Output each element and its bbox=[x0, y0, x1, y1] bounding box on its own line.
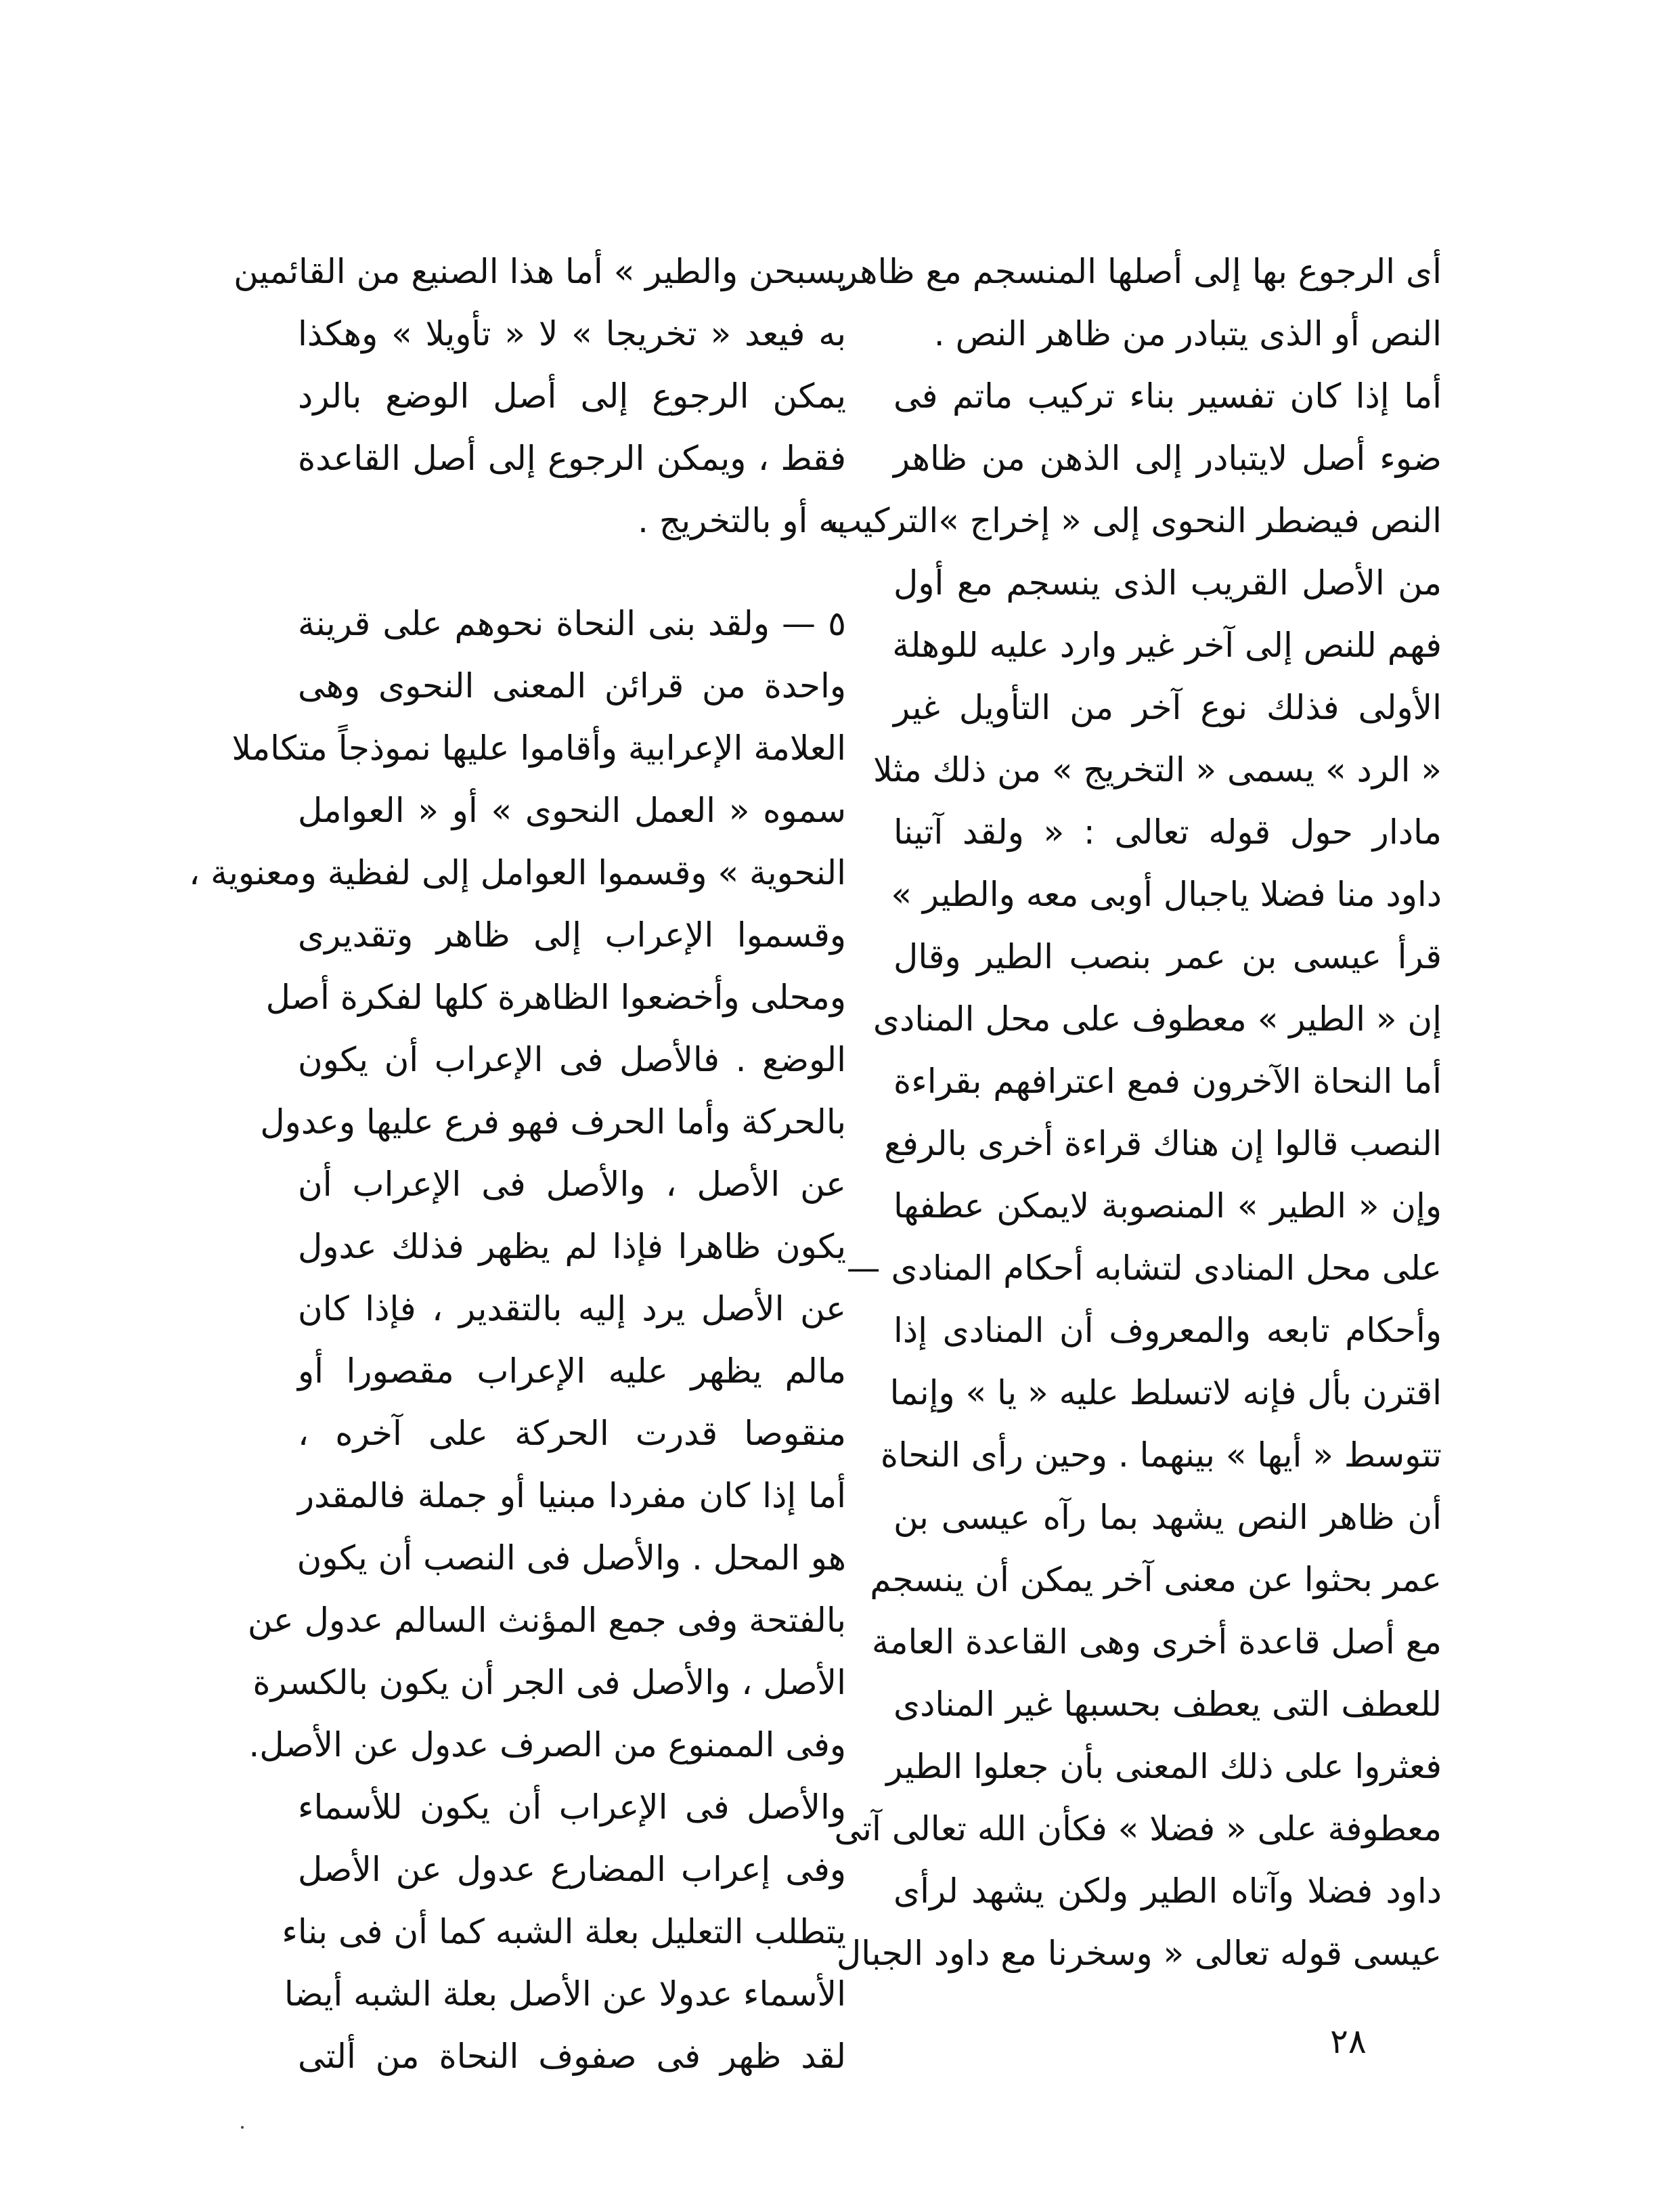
text-line: والأصل فى الإعراب أن يكون للأسماء bbox=[298, 1787, 846, 1827]
text-line: مادار حول قوله تعالى : « ولقد آتينا bbox=[893, 812, 1442, 852]
text-line: مالم يظهر عليه الإعراب مقصورا أو bbox=[298, 1351, 846, 1391]
paragraph-spacer bbox=[298, 552, 846, 592]
text-line: على محل المنادى لتشابه أحكام المنادى — bbox=[846, 1249, 1442, 1288]
text-line: ضوء أصل لايتبادر إلى الذهن من ظاهر bbox=[893, 439, 1442, 478]
text-line: وفى إعراب المضارع عدول عن الأصل bbox=[298, 1850, 846, 1889]
left-text-column bbox=[189, 240, 846, 2087]
text-line: النحوية » وقسموا العوامل إلى لفظية ومعنوية ، bbox=[189, 853, 846, 892]
text-line: واحدة من قرائن المعنى النحوى وهى bbox=[298, 666, 846, 706]
text-line: يمكن الرجوع إلى أصل الوضع بالرد bbox=[298, 376, 846, 416]
text-line: وإن « الطير » المنصوبة لايمكن عطفها bbox=[893, 1186, 1442, 1226]
text-line: عن الأصل ، والأصل فى الإعراب أن bbox=[298, 1165, 846, 1204]
right-text-column bbox=[830, 240, 1442, 1985]
scan-dot bbox=[241, 2126, 244, 2129]
text-line: للعطف التى يعطف بحسبها غير المنادى bbox=[893, 1685, 1442, 1724]
text-line: منقوصا قدرت الحركة على آخره ، bbox=[298, 1414, 846, 1453]
text-line: معطوفة على « فضلا » فكأن الله تعالى آتى bbox=[834, 1809, 1442, 1848]
text-line: ومحلى وأخضعوا الظاهرة كلها لفكرة أصل bbox=[265, 978, 846, 1017]
text-line: وأحكام تابعه والمعروف أن المنادى إذا bbox=[893, 1311, 1442, 1350]
text-line: النص أو الذى يتبادر من ظاهر النص . bbox=[933, 314, 1442, 353]
paragraph-section-5 bbox=[189, 592, 846, 2087]
paragraph-continuation bbox=[234, 240, 846, 552]
text-line: بالحركة وأما الحرف فهو فرع عليها وعدول bbox=[260, 1102, 846, 1142]
text-line: أن ظاهر النص يشهد بما رآه عيسى بن bbox=[893, 1498, 1442, 1537]
text-line: وقسموا الإعراب إلى ظاهر وتقديرى bbox=[298, 915, 846, 955]
text-line: فعثروا على ذلك المعنى بأن جعلوا الطير bbox=[886, 1747, 1442, 1786]
text-line: به أو بالتخريج . bbox=[638, 501, 846, 540]
text-line: وفى الممنوع من الصرف عدول عن الأصل. bbox=[248, 1725, 846, 1764]
text-line: أى الرجوع بها إلى أصلها المنسجم مع ظاهر bbox=[841, 252, 1442, 291]
text-line: داود منا فضلا ياجبال أوبى معه والطير » bbox=[891, 875, 1442, 914]
text-line: قرأ عيسى بن عمر بنصب الطير وقال bbox=[893, 937, 1442, 976]
text-line: عن الأصل يرد إليه بالتقدير ، فإذا كان bbox=[298, 1289, 846, 1328]
text-line: الأولى فذلك نوع آخر من التأويل غير bbox=[893, 688, 1442, 727]
text-line: أما إذا كان تفسير بناء تركيب ماتم فى bbox=[893, 376, 1442, 416]
text-line: يسبحن والطير » أما هذا الصنيع من القائمين bbox=[234, 252, 846, 291]
text-line: إن « الطير » معطوف على محل المنادى bbox=[872, 999, 1442, 1039]
text-line: العلامة الإعرابية وأقاموا عليها نموذجاً متكاملا bbox=[231, 729, 846, 768]
text-line: « الرد » يسمى « التخريج » من ذلك مثلا bbox=[873, 750, 1442, 789]
text-line: فقط ، ويمكن الرجوع إلى أصل القاعدة bbox=[298, 439, 846, 478]
text-line: عيسى قوله تعالى « وسخرنا مع داود الجبال bbox=[836, 1934, 1442, 1973]
page-number: ٢٨ bbox=[1330, 2022, 1367, 2061]
text-line: عمر بحثوا عن معنى آخر يمكن أن ينسجم bbox=[870, 1560, 1442, 1599]
text-line: تتوسط « أيها » بينهما . وحين رأى النحاة bbox=[880, 1435, 1442, 1475]
text-line: النص فيضطر النحوى إلى « إخراج »التركيب bbox=[830, 501, 1442, 540]
text-line: مع أصل قاعدة أخرى وهى القاعدة العامة bbox=[871, 1622, 1442, 1662]
text-line: الأصل ، والأصل فى الجر أن يكون بالكسرة bbox=[252, 1663, 846, 1702]
text-line: اقترن بأل فإنه لاتسلط عليه « يا » وإنما bbox=[889, 1373, 1442, 1412]
text-line: لقد ظهر فى صفوف النحاة من ألتى bbox=[298, 2037, 846, 2076]
text-line: ٥ — ولقد بنى النحاة نحوهم على قرينة bbox=[298, 604, 846, 643]
text-line: الوضع . فالأصل فى الإعراب أن يكون bbox=[298, 1040, 846, 1079]
text-line: به فيعد « تخريجا » لا « تأويلا » وهكذا bbox=[298, 314, 846, 353]
text-line: يكون ظاهرا فإذا لم يظهر فذلك عدول bbox=[298, 1227, 846, 1266]
text-line: من الأصل القريب الذى ينسجم مع أول bbox=[893, 563, 1442, 603]
text-line: فهم للنص إلى آخر غير وارد عليه للوهلة bbox=[892, 626, 1442, 665]
text-line: هو المحل . والأصل فى النصب أن يكون bbox=[296, 1538, 846, 1578]
text-line: الأسماء عدولا عن الأصل بعلة الشبه أيضا bbox=[284, 1974, 846, 2014]
text-line: بالفتحة وفى جمع المؤنث السالم عدول عن bbox=[247, 1601, 846, 1640]
text-line: أما إذا كان مفردا مبنيا أو جملة فالمقدر bbox=[298, 1476, 846, 1515]
text-line: النصب قالوا إن هناك قراءة أخرى بالرفع bbox=[884, 1124, 1442, 1163]
text-line: سموه « العمل النحوى » أو « العوامل bbox=[298, 791, 846, 830]
text-line: أما النحاة الآخرون فمع اعترافهم بقراءة bbox=[893, 1062, 1442, 1101]
text-line: يتطلب التعليل بعلة الشبه كما أن فى بناء bbox=[282, 1912, 846, 1951]
text-line: داود فضلا وآتاه الطير ولكن يشهد لرأى bbox=[893, 1871, 1442, 1911]
